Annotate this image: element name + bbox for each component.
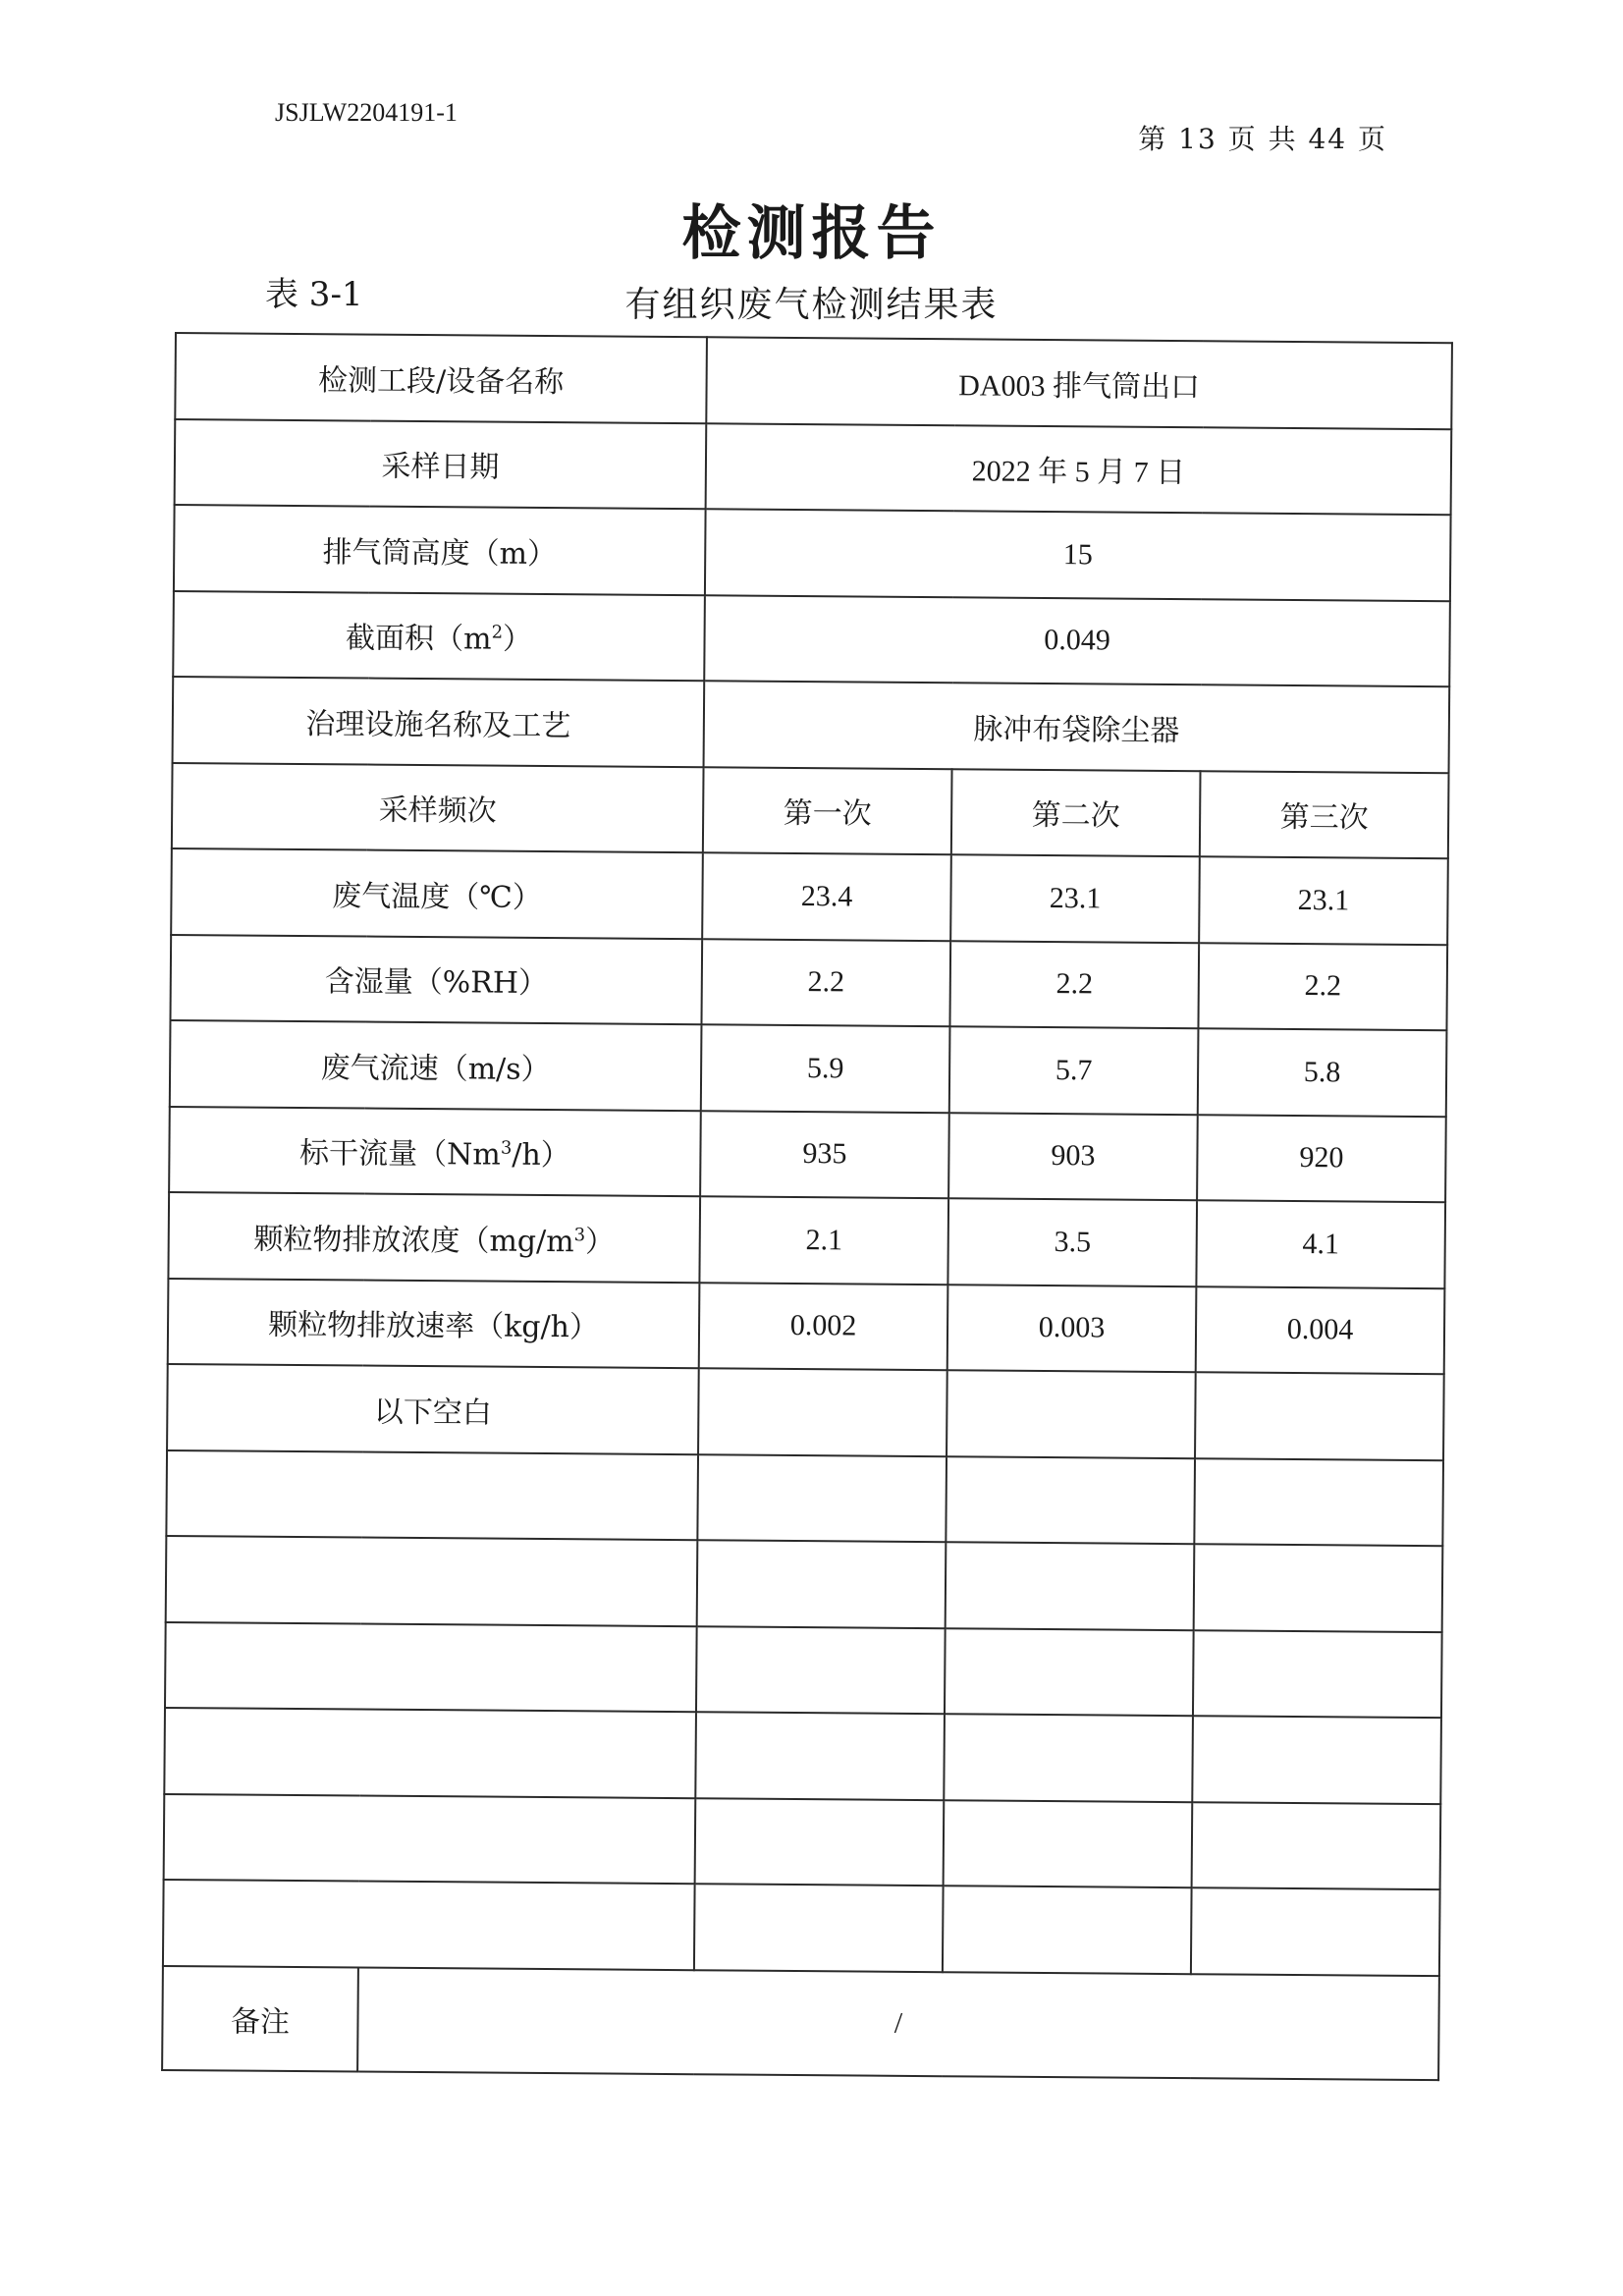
table-row xyxy=(175,333,1452,429)
parameter-label: 颗粒物排放速率（kg/h） xyxy=(168,1278,700,1368)
data-cell: 2.1 xyxy=(699,1196,948,1284)
page-number: 第 13 页 共 44 页 xyxy=(1138,123,1387,155)
empty-cell xyxy=(698,1368,947,1455)
data-cell: 23.1 xyxy=(1199,856,1448,944)
empty-row xyxy=(164,1793,1441,1889)
info-value: 脉冲布袋除尘器 xyxy=(704,681,1450,772)
data-cell: 2.2 xyxy=(701,939,950,1026)
info-value: 0.049 xyxy=(704,595,1450,686)
parameter-label: 颗粒物排放浓度$(mg/m^3)$ xyxy=(168,1192,700,1283)
data-cell: 5.8 xyxy=(1198,1028,1447,1116)
table-row xyxy=(167,1364,1444,1460)
empty-cell xyxy=(947,1370,1196,1457)
table-row xyxy=(171,848,1448,945)
table-row xyxy=(173,677,1450,773)
empty-cell xyxy=(1195,1372,1444,1459)
data-cell: 903 xyxy=(948,1113,1198,1200)
data-cell: 2.2 xyxy=(1198,943,1447,1030)
remark-row xyxy=(162,1965,1439,2079)
frequency-col: 第二次 xyxy=(951,769,1201,856)
data-cell: 0.003 xyxy=(947,1285,1197,1372)
info-value: 2022 年 5 月 7 日 xyxy=(706,423,1452,515)
data-cell: 935 xyxy=(700,1111,949,1198)
info-label: 治理设施名称及工艺 xyxy=(173,677,705,767)
data-cell: 4.1 xyxy=(1196,1200,1445,1287)
data-cell: 2.2 xyxy=(949,941,1199,1028)
document-id: JSJLW2204191-1 xyxy=(275,98,458,127)
table-row xyxy=(170,1020,1447,1117)
data-cell: 5.9 xyxy=(701,1024,950,1112)
table-row xyxy=(169,1106,1446,1202)
info-label: 排气筒高度（m） xyxy=(174,505,706,595)
parameter-label: 标干流量（Nm$^3$/h） xyxy=(169,1106,701,1196)
blank-label: 以下空白 xyxy=(167,1364,699,1454)
table-title: 有组织废气检测结果表 xyxy=(624,285,999,325)
table-number: 表 3-1 xyxy=(265,275,363,314)
table-row xyxy=(172,762,1449,858)
table-row xyxy=(173,590,1450,686)
parameter-label: 含湿量（%RH） xyxy=(170,934,702,1024)
report-title: 检测报告 xyxy=(681,199,942,268)
empty-row xyxy=(163,1880,1440,1976)
info-value: 15 xyxy=(705,509,1451,600)
empty-row xyxy=(166,1449,1443,1546)
parameter-label: 废气流速（m/s） xyxy=(170,1020,702,1111)
data-cell: 3.5 xyxy=(947,1198,1197,1285)
data-cell: 23.1 xyxy=(950,854,1200,942)
parameter-label: 废气温度（℃） xyxy=(171,848,703,939)
frequency-label: 采样频次 xyxy=(172,762,704,852)
info-label: 检测工段/设备名称 xyxy=(175,333,707,423)
info-label: 截面积$(m^2)$ xyxy=(173,590,705,681)
table-row xyxy=(174,505,1451,601)
frequency-col: 第三次 xyxy=(1200,771,1449,858)
table-row xyxy=(175,419,1452,516)
frequency-col: 第一次 xyxy=(703,767,952,854)
empty-row xyxy=(165,1621,1442,1718)
data-cell: 5.7 xyxy=(949,1026,1199,1114)
data-cell: 0.004 xyxy=(1196,1286,1445,1374)
data-cell: 0.002 xyxy=(699,1283,948,1370)
remark-value: / xyxy=(357,1967,1439,2080)
exhaust-gas-results-table xyxy=(161,332,1453,2081)
table-row xyxy=(168,1192,1445,1288)
data-cell: 920 xyxy=(1197,1115,1446,1202)
data-cell: 23.4 xyxy=(702,852,951,940)
remark-label: 备注 xyxy=(162,1965,358,2071)
empty-row xyxy=(164,1708,1441,1804)
empty-row xyxy=(166,1536,1443,1632)
table-row xyxy=(170,934,1447,1030)
info-label: 采样日期 xyxy=(175,419,707,510)
info-value: DA003 排气筒出口 xyxy=(706,337,1452,428)
table-row xyxy=(168,1278,1445,1374)
